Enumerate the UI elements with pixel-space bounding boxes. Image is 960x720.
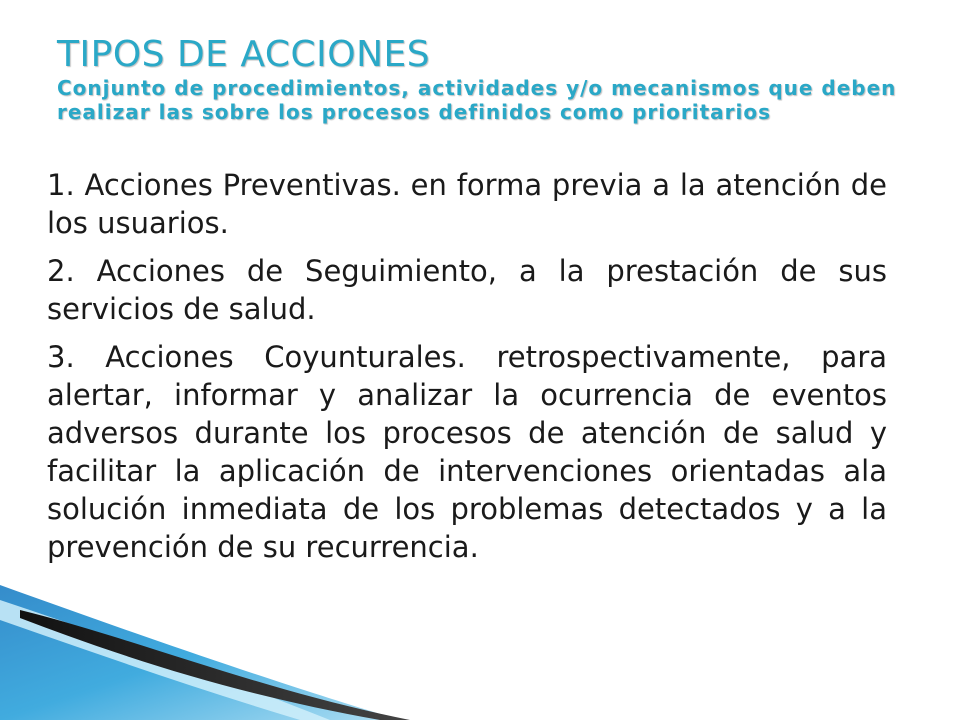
list-item-3 [47,338,887,566]
list-item-2 [47,252,887,328]
body-content [47,166,887,576]
item-number: 2. [47,254,75,288]
slide-title: TIPOS DE ACCIONES [57,34,431,75]
dark-swoosh-shape [20,610,410,720]
item-text: en forma previa a la atención de los usuarios. [47,168,888,240]
title-block [57,34,917,124]
light-swoosh-shape [0,600,330,720]
item-lead: Acciones de Seguimiento, [96,254,498,288]
item-number: 1. [47,168,75,202]
list-item-1 [47,166,887,242]
item-lead: Acciones Preventivas. [84,168,401,202]
item-lead: Acciones Coyunturales. [105,340,466,374]
item-text: a la prestación de sus servicios de salud. [47,254,888,326]
slide-subtitle: Conjunto de procedimientos, actividades y/o mecanismos que deben realizar las sobre los procesos definidos como prioritarios [57,76,897,124]
item-text: retrospectivamente, para alertar, informar y analizar la ocurrencia de eventos adversos durante los procesos de atención de salud y facilitar la aplicación de intervenciones orientadas ala solución inmediata de los problemas detectados y a la prevención de su recurrencia. [47,340,888,564]
blue-swoosh-shape [0,585,400,720]
item-number: 3. [47,340,75,374]
